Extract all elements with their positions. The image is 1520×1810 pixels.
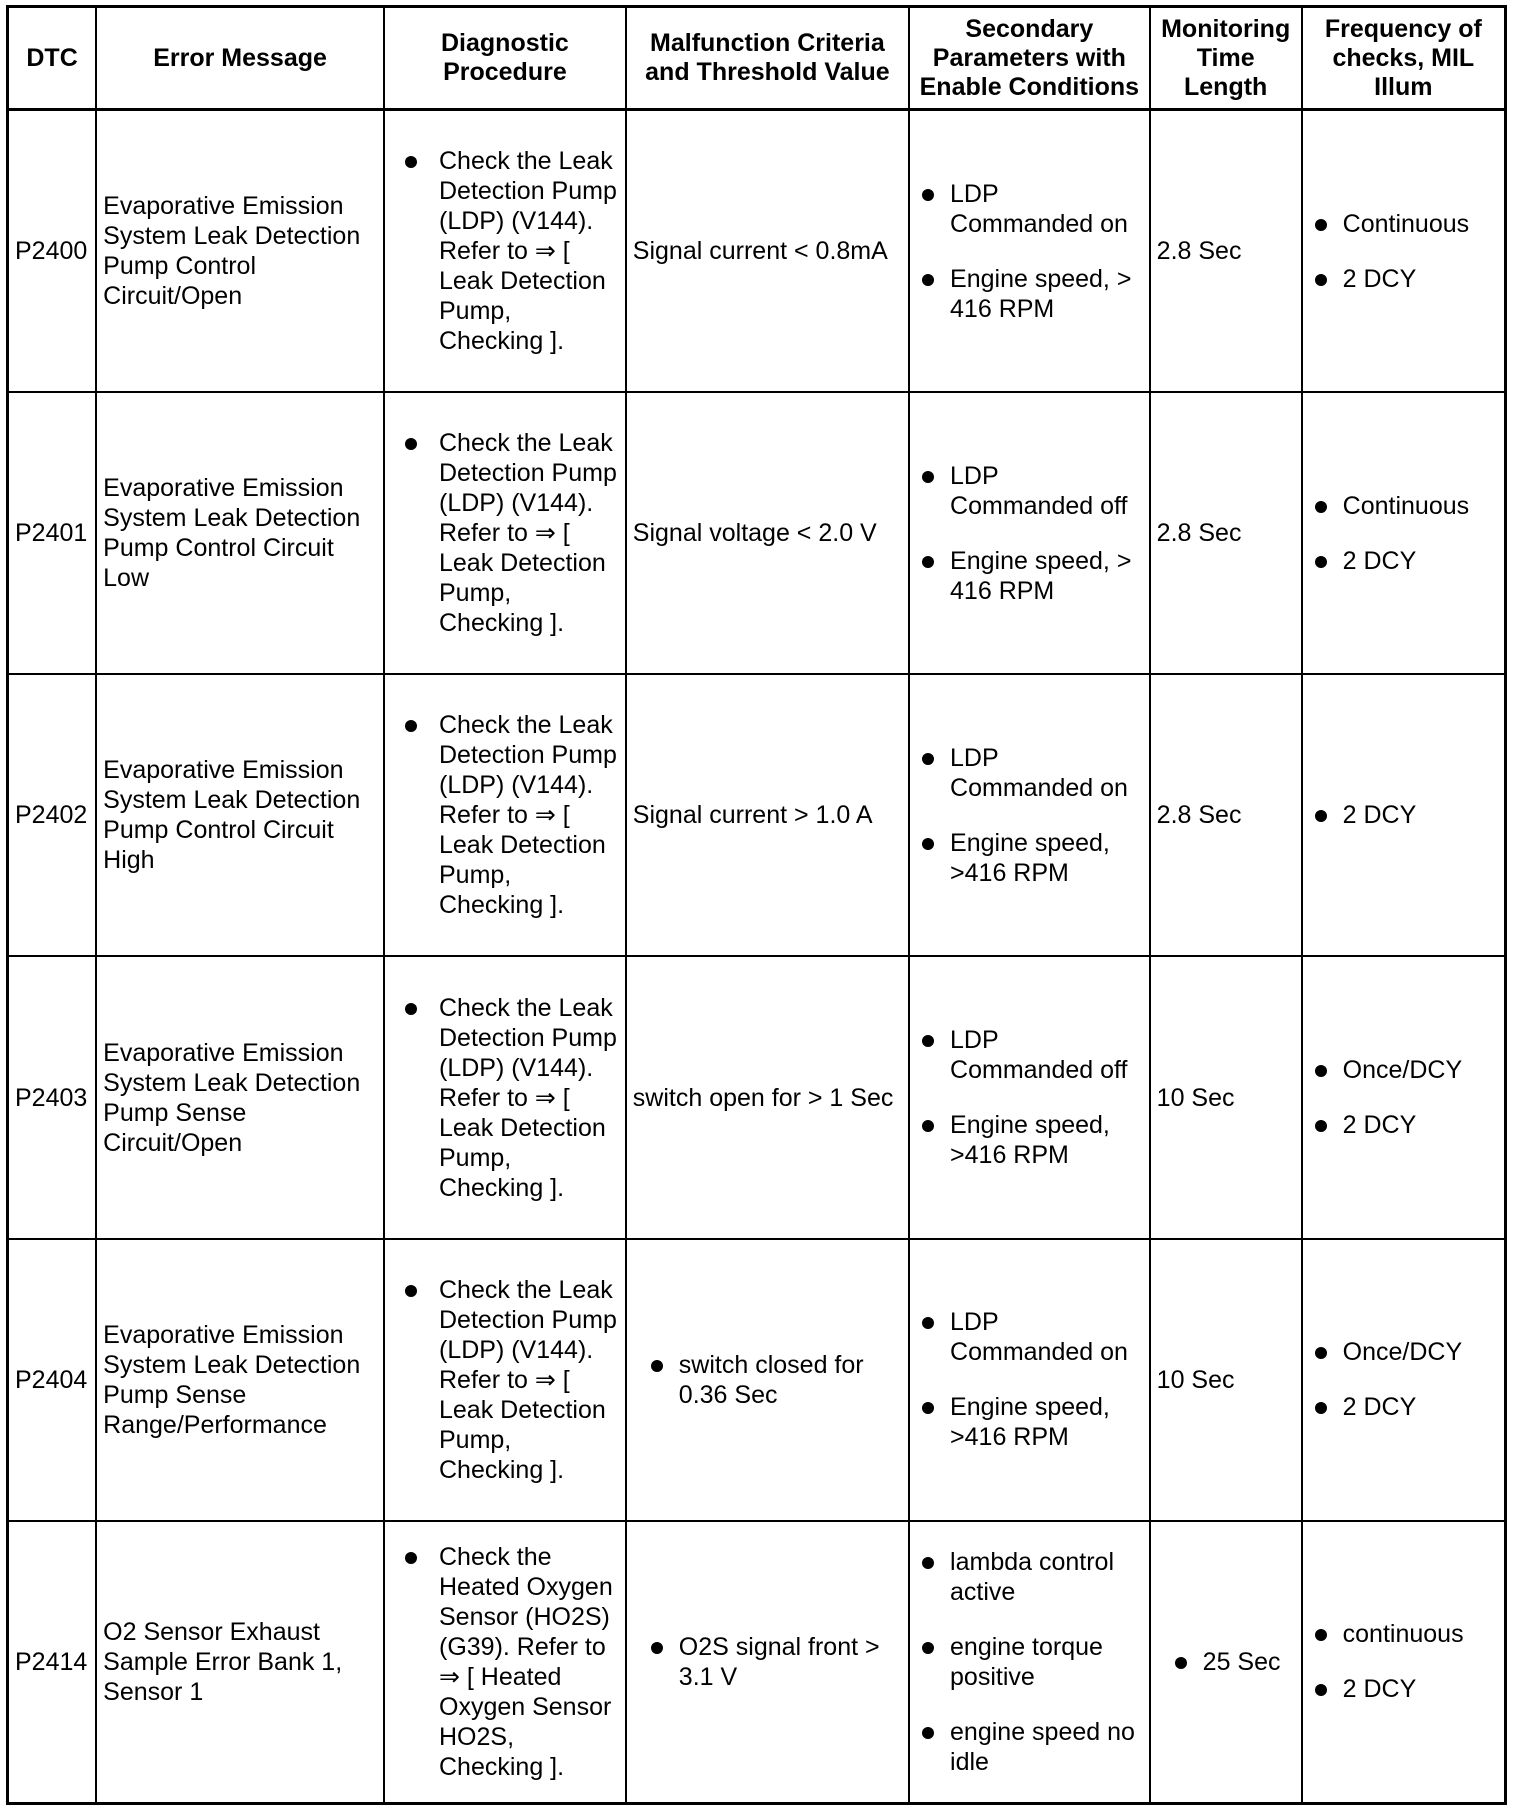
error-message-cell: O2 Sensor Exhaust Sample Error Bank 1, Sensor 1	[96, 1521, 384, 1804]
dtc-code-cell: P2401	[8, 392, 97, 674]
monitoring-time-cell	[1150, 1521, 1302, 1804]
header-malfunction-criteria: Malfunction Criteria and Threshold Value	[626, 7, 909, 110]
secondary-param-item: lambda control active	[916, 1547, 1143, 1607]
frequency-item: Once/DCY	[1309, 1337, 1498, 1367]
frequency-cell	[1302, 674, 1506, 956]
error-message-cell: Evaporative Emission System Leak Detection Pump Sense Circuit/Open	[96, 956, 384, 1238]
secondary-param-item: Engine speed, >416 RPM	[916, 1392, 1143, 1452]
table-row	[8, 1239, 1506, 1521]
error-message-cell: Evaporative Emission System Leak Detection Pump Control Circuit Low	[96, 392, 384, 674]
procedure-item: Check the Leak Detection Pump (LDP) (V144). Refer to ⇒ [ Leak Detection Pump, Checking ].	[399, 710, 619, 920]
error-message-cell: Evaporative Emission System Leak Detection Pump Control Circuit/Open	[96, 110, 384, 393]
header-monitoring-time: Monitoring Time Length	[1150, 7, 1302, 110]
dtc-code-cell: P2404	[8, 1239, 97, 1521]
diagnostic-procedure-cell	[384, 956, 626, 1238]
criteria-item: switch closed for 0.36 Sec	[645, 1350, 902, 1410]
frequency-cell	[1302, 1521, 1506, 1804]
dtc-code-cell: P2400	[8, 110, 97, 393]
frequency-item: continuous	[1309, 1619, 1498, 1649]
malfunction-criteria-cell: switch open for > 1 Sec	[626, 956, 909, 1238]
table-row	[8, 1521, 1506, 1804]
frequency-cell	[1302, 110, 1506, 393]
diagnostic-procedure-cell	[384, 1239, 626, 1521]
procedure-item: Check the Leak Detection Pump (LDP) (V144). Refer to ⇒ [ Leak Detection Pump, Checking ].	[399, 993, 619, 1203]
secondary-parameters-cell	[909, 110, 1150, 393]
frequency-cell	[1302, 956, 1506, 1238]
monitoring-time-cell: 10 Sec	[1150, 1239, 1302, 1521]
dtc-code-cell: P2402	[8, 674, 97, 956]
error-message-cell: Evaporative Emission System Leak Detection Pump Control Circuit High	[96, 674, 384, 956]
diagnostic-procedure-cell	[384, 392, 626, 674]
malfunction-criteria-cell: Signal current > 1.0 A	[626, 674, 909, 956]
secondary-parameters-cell	[909, 1521, 1150, 1804]
secondary-param-item: Engine speed, >416 RPM	[916, 828, 1143, 888]
table-row	[8, 674, 1506, 956]
frequency-item: 2 DCY	[1309, 1674, 1498, 1704]
malfunction-criteria-cell: Signal current < 0.8mA	[626, 110, 909, 393]
frequency-cell	[1302, 392, 1506, 674]
frequency-item: 2 DCY	[1309, 264, 1498, 294]
dtc-code-cell: P2414	[8, 1521, 97, 1804]
secondary-param-item: Engine speed, > 416 RPM	[916, 264, 1143, 324]
header-diagnostic-procedure: Diagnostic Procedure	[384, 7, 626, 110]
secondary-param-item: LDP Commanded on	[916, 1307, 1143, 1367]
header-frequency: Frequency of checks, MIL Illum	[1302, 7, 1506, 110]
secondary-param-item: LDP Commanded on	[916, 179, 1143, 239]
diagnostic-procedure-cell	[384, 1521, 626, 1804]
procedure-item: Check the Leak Detection Pump (LDP) (V144). Refer to ⇒ [ Leak Detection Pump, Checking ].	[399, 428, 619, 638]
secondary-param-item: Engine speed, >416 RPM	[916, 1110, 1143, 1170]
secondary-param-item: LDP Commanded off	[916, 461, 1143, 521]
secondary-param-item: LDP Commanded off	[916, 1025, 1143, 1085]
frequency-item: 2 DCY	[1309, 546, 1498, 576]
procedure-item: Check the Heated Oxygen Sensor (HO2S) (G39). Refer to ⇒ [ Heated Oxygen Sensor HO2S, Checking ].	[399, 1542, 619, 1782]
header-dtc: DTC	[8, 7, 97, 110]
frequency-item: 2 DCY	[1309, 1110, 1498, 1140]
malfunction-criteria-cell: Signal voltage < 2.0 V	[626, 392, 909, 674]
frequency-item: Continuous	[1309, 209, 1498, 239]
secondary-parameters-cell	[909, 1239, 1150, 1521]
dtc-code-cell: P2403	[8, 956, 97, 1238]
monitoring-time-item: 25 Sec	[1169, 1647, 1295, 1677]
header-error-message: Error Message	[96, 7, 384, 110]
secondary-param-item: engine torque positive	[916, 1632, 1143, 1692]
table-row	[8, 110, 1506, 393]
header-secondary-parameters: Secondary Parameters with Enable Conditions	[909, 7, 1150, 110]
procedure-item: Check the Leak Detection Pump (LDP) (V144). Refer to ⇒ [ Leak Detection Pump, Checking ].	[399, 146, 619, 356]
frequency-item: Once/DCY	[1309, 1055, 1498, 1085]
malfunction-criteria-cell	[626, 1521, 909, 1804]
monitoring-time-cell: 2.8 Sec	[1150, 674, 1302, 956]
monitoring-time-cell: 2.8 Sec	[1150, 110, 1302, 393]
table-row	[8, 956, 1506, 1238]
diagnostic-procedure-cell	[384, 674, 626, 956]
monitoring-time-cell: 10 Sec	[1150, 956, 1302, 1238]
secondary-parameters-cell	[909, 392, 1150, 674]
diagnostic-procedure-cell	[384, 110, 626, 393]
secondary-parameters-cell	[909, 956, 1150, 1238]
error-message-cell: Evaporative Emission System Leak Detection Pump Sense Range/Performance	[96, 1239, 384, 1521]
table-row	[8, 392, 1506, 674]
criteria-item: O2S signal front > 3.1 V	[645, 1632, 902, 1692]
secondary-param-item: Engine speed, > 416 RPM	[916, 546, 1143, 606]
secondary-param-item: engine speed no idle	[916, 1717, 1143, 1777]
frequency-item: 2 DCY	[1309, 1392, 1498, 1422]
malfunction-criteria-cell	[626, 1239, 909, 1521]
frequency-cell	[1302, 1239, 1506, 1521]
frequency-item: Continuous	[1309, 491, 1498, 521]
secondary-parameters-cell	[909, 674, 1150, 956]
monitoring-time-cell: 2.8 Sec	[1150, 392, 1302, 674]
dtc-table	[6, 5, 1507, 1805]
header-row	[8, 7, 1506, 110]
frequency-item: 2 DCY	[1309, 800, 1498, 830]
procedure-item: Check the Leak Detection Pump (LDP) (V144). Refer to ⇒ [ Leak Detection Pump, Checking ].	[399, 1275, 619, 1485]
secondary-param-item: LDP Commanded on	[916, 743, 1143, 803]
